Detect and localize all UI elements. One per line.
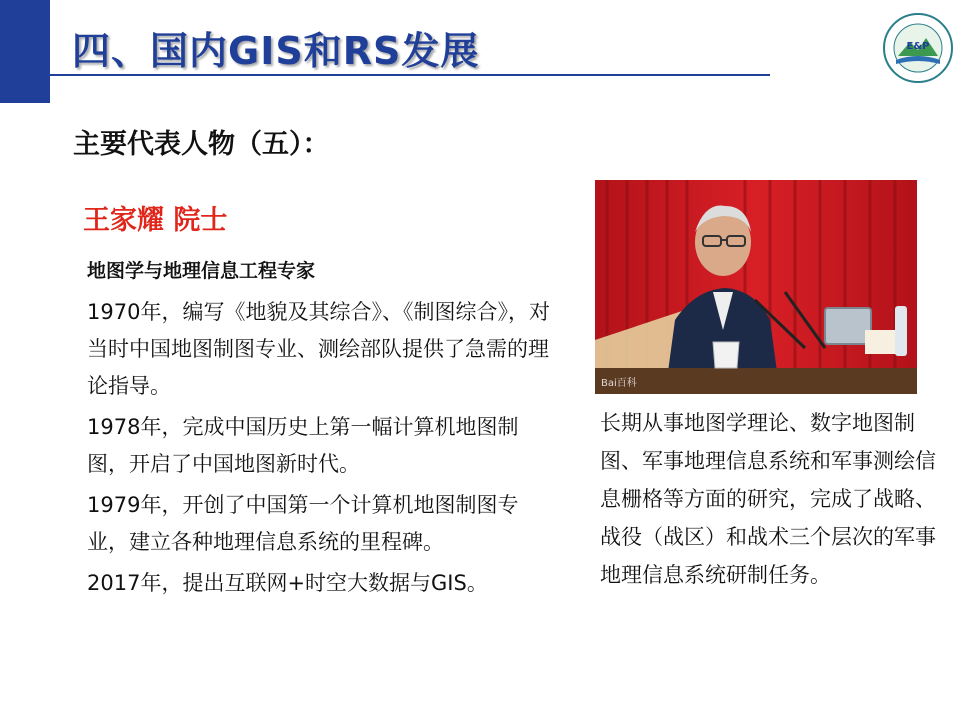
svg-text:E&P: E&P bbox=[906, 41, 930, 52]
person-name: 王家耀 院士 bbox=[83, 205, 228, 236]
portrait-photo bbox=[595, 180, 917, 394]
svg-text:Bai百科: Bai百科 bbox=[601, 378, 637, 389]
corner-accent-block bbox=[0, 0, 50, 103]
person-description: 长期从事地图学理论、数字地图制图、军事地理信息系统和军事测绘信息栅格等方面的研究，完成了战略、战役（战区）和战术三个层次的军事地理信息系统研制任务。 bbox=[600, 411, 936, 587]
achievement-item: 1970年，编写《地貌及其综合》、《制图综合》，对当时中国地图制图专业、测绘部队提供了急需的理论指导。 bbox=[87, 300, 550, 398]
achievement-item: 2017年，提出互联网+时空大数据与GIS。 bbox=[87, 571, 488, 595]
university-logo bbox=[882, 12, 954, 84]
achievement-list bbox=[87, 294, 557, 606]
achievement-item: 1979年，开创了中国第一个计算机地图制图专业，建立各种地理信息系统的里程碑。 bbox=[87, 493, 519, 554]
section-subtitle: 主要代表人物（五）： bbox=[73, 129, 330, 160]
slide-title: 四、国内GIS和RS发展 bbox=[72, 29, 480, 73]
achievement-item: 1978年，完成中国历史上第一幅计算机地图制图，开启了中国地图新时代。 bbox=[87, 415, 519, 476]
person-role: 地图学与地理信息工程专家 bbox=[87, 260, 316, 282]
title-underline bbox=[50, 74, 770, 76]
